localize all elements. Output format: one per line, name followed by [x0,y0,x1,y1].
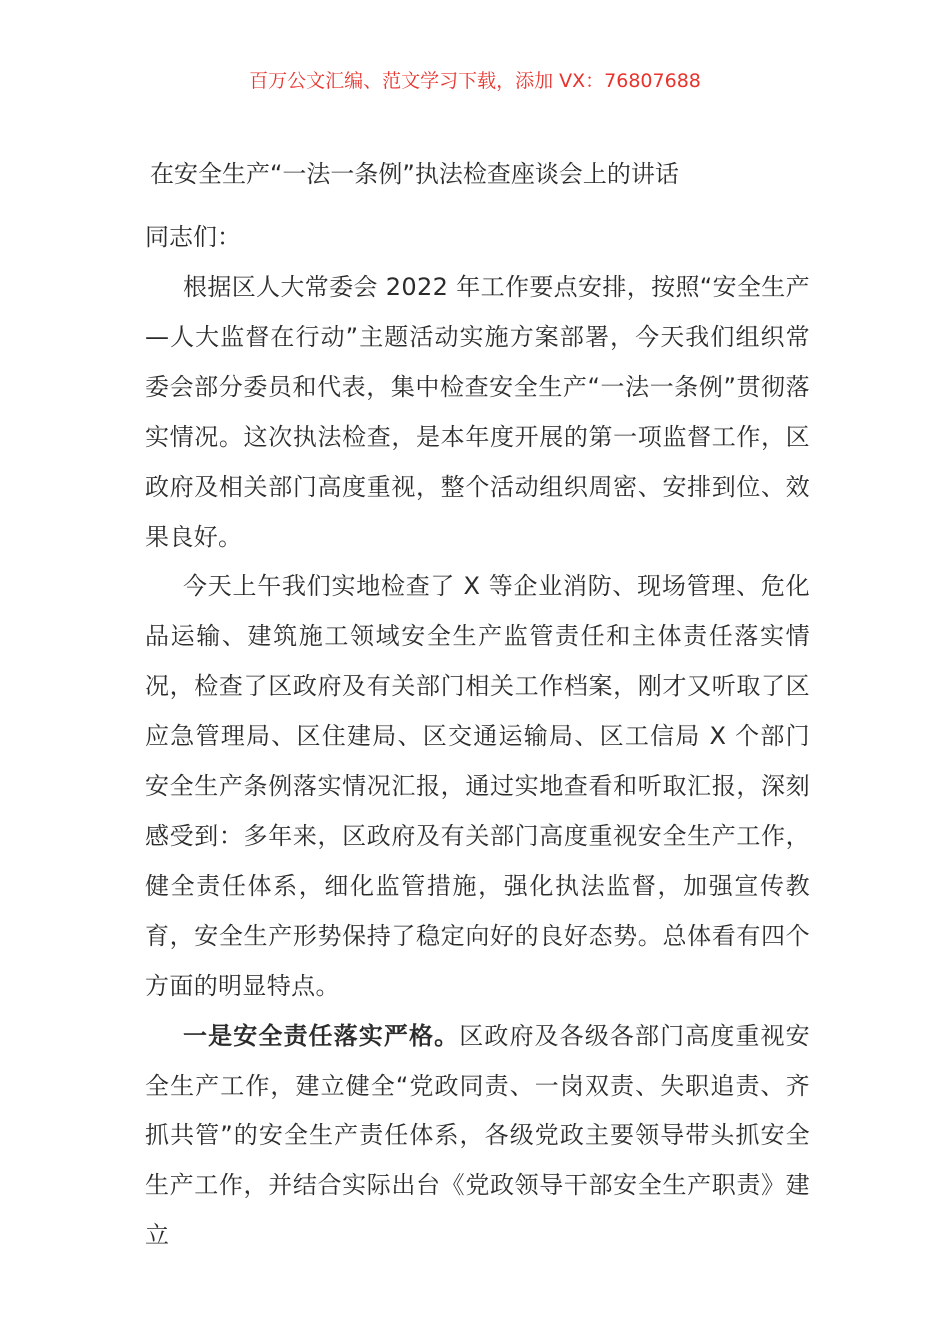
header-banner: 百万公文汇编、范文学习下载，添加 VX：76807688 [249,70,701,92]
greeting: 同志们： [145,223,241,251]
paragraph-2 [145,562,810,1011]
paragraph-3 [145,1012,810,1262]
paragraph-text: 根据区人大常委会 2022 年工作要点安排，按照“安全生产—人大监督在行动”主题活动实施方案部署，今天我们组织常委会部分委员和代表，集中检查安全生产“一法一条例”贯彻落实情况。这次执法检查，是本年度开展的第一项监督工作，区政府及相关部门高度重视，整个活动组织周密、安排到位、效果良好。 [145,273,810,551]
paragraph-text: 区政府及各级各部门高度重视安全生产工作，建立健全“党政同责、一岗双责、失职追责、齐抓共管”的安全生产责任体系，各级党政主要领导带头抓安全生产工作，并结合实际出台《党政领导干部安全生产职责》建立 [145,1021,810,1250]
paragraph-lead: 一是安全责任落实严格。 [183,1021,460,1050]
paragraph-1 [145,263,810,562]
document-body [145,263,810,1261]
document-title: 在安全生产“一法一条例”执法检查座谈会上的讲话 [150,160,679,188]
paragraph-text: 今天上午我们实地检查了 X 等企业消防、现场管理、危化品运输、建筑施工领域安全生产监管责任和主体责任落实情况，检查了区政府及有关部门相关工作档案，刚才又听取了区应急管理局、区住建局、区交通运输局、区工信局 X 个部门安全生产条例落实情况汇报，通过实地查看和听取汇报，深刻感受到：多年来，区政府及有关部门高度重视安全生产工作，健全责任体系，细化监管措施，强化执法监督，加强宣传教育，安全生产形势保持了稳定向好的良好态势。总体看有四个方面的明显特点。 [145,572,810,1000]
